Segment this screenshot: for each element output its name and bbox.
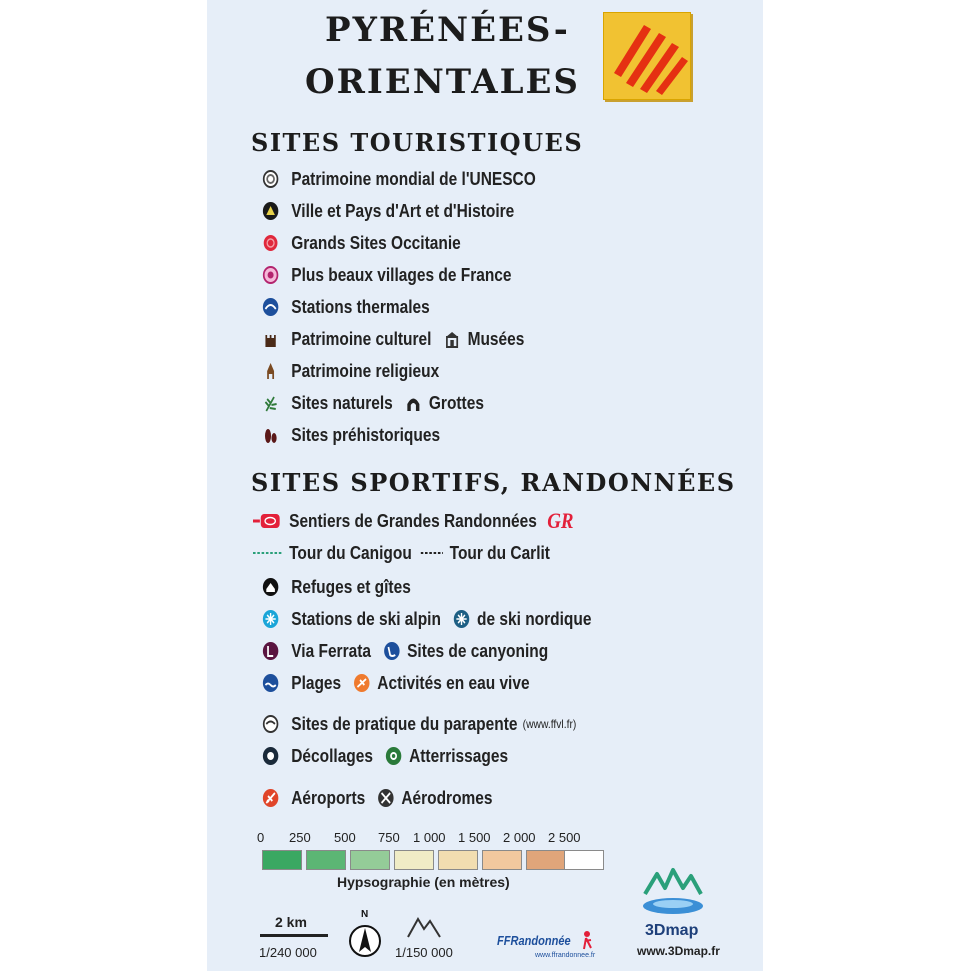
canyoning-icon (383, 641, 400, 661)
legend-row-naturels (262, 390, 484, 416)
vertical-scale-icon (406, 915, 442, 944)
legend-row-grands-sites (262, 230, 461, 256)
museum-icon (444, 329, 461, 349)
airport-icon (262, 788, 279, 808)
legend-label: Sites naturels (291, 392, 393, 413)
legend-row-refuges (262, 574, 411, 600)
catalan-flag-icon (603, 12, 691, 100)
beach-icon (262, 673, 279, 693)
legend-label: Sentiers de Grandes Randonnées (289, 510, 537, 531)
green-dash-line-icon (253, 543, 282, 563)
legend-label: Refuges et gîtes (291, 576, 411, 597)
legend-panel (207, 0, 763, 971)
legend-label: Ville et Pays d'Art et d'Histoire (291, 200, 515, 221)
gr-badge: GR (547, 508, 574, 533)
hyp-color-6 (526, 850, 566, 870)
legend-label: Tour du Canigou (289, 542, 412, 563)
hyp-tick: 1 500 (458, 830, 491, 845)
ffrandonnee-logo (497, 930, 594, 950)
art-histoire-icon (262, 201, 279, 221)
alpine-ski-icon (262, 609, 279, 629)
legend-label: Grands Sites Occitanie (291, 232, 461, 253)
black-dash-line-icon (420, 543, 442, 563)
legend-label-2: Atterrissages (409, 745, 509, 766)
legend-row-beaux-villages (262, 262, 512, 288)
plant-icon (262, 393, 279, 413)
section-heading-sports: SITES SPORTIFS, RANDONNÉES (251, 468, 736, 497)
hyp-color-2 (350, 850, 390, 870)
legend-label: Décollages (291, 745, 373, 766)
legend-label-2: Tour du Carlit (449, 542, 550, 563)
vertical-scale: 1/150 000 (395, 945, 453, 960)
legend-row-parapente (262, 711, 576, 737)
hyp-color-3 (394, 850, 434, 870)
legend-label-2: Sites de canyoning (407, 640, 549, 661)
hyp-label: Hypsographie (en mètres) (337, 874, 510, 890)
gr-trail-icon (253, 511, 281, 531)
scale-distance: 2 km (275, 914, 307, 930)
scale-ratio: 1/240 000 (259, 945, 317, 960)
cave-icon (405, 393, 422, 413)
legend-label: Aéroports (291, 787, 366, 808)
hyp-tick: 750 (378, 830, 400, 845)
hyp-tick: 2 500 (548, 830, 581, 845)
3dmap-url: www.3Dmap.fr (637, 944, 720, 958)
hyp-color-0 (262, 850, 302, 870)
legend-label: Via Ferrata (291, 640, 371, 661)
legend-label-2: Activités en eau vive (377, 672, 530, 693)
3dmap-name: 3Dmap (645, 922, 699, 939)
paragliding-icon (262, 714, 279, 734)
legend-label-2: de ski nordique (477, 608, 592, 629)
legend-row-prehistoriques (262, 422, 440, 448)
legend-row-aeroports (262, 785, 493, 811)
refuge-icon (262, 577, 279, 597)
hyp-color-4 (438, 850, 478, 870)
hiker-icon (578, 930, 594, 950)
legend-row-gr (253, 508, 573, 534)
legend-row-religieux (262, 358, 439, 384)
hyp-tick: 0 (257, 830, 265, 845)
castle-icon (262, 329, 279, 349)
legend-label: Stations thermales (291, 296, 430, 317)
legend-label: Patrimoine mondial de l'UNESCO (291, 168, 536, 189)
legend-row-culturel (262, 326, 524, 352)
legend-row-art-histoire (262, 198, 514, 224)
legend-row-decollages (262, 743, 508, 769)
hyp-tick: 500 (334, 830, 356, 845)
legend-row-via-ferrata (262, 638, 548, 664)
hyp-color-1 (306, 850, 346, 870)
takeoff-icon (262, 746, 279, 766)
thermal-icon (262, 297, 279, 317)
hyp-color-5 (482, 850, 522, 870)
whitewater-icon (353, 673, 370, 693)
legend-row-tours (253, 540, 550, 566)
unesco-icon (262, 169, 279, 189)
legend-label: Plages (291, 672, 342, 693)
legend-label: Sites de pratique du parapente (291, 713, 518, 734)
legend-label-2: Aérodromes (401, 787, 493, 808)
north-label: N (361, 909, 369, 920)
grands-sites-icon (262, 233, 279, 253)
hyp-tick: 1 000 (413, 830, 446, 845)
ffvl-url: (www.ffvl.fr) (522, 717, 577, 731)
legend-label-2: Musées (467, 328, 525, 349)
legend-label: Patrimoine religieux (291, 360, 440, 381)
scale-bar (260, 934, 328, 937)
legend-row-plages (262, 670, 530, 696)
aerodrome-icon (377, 788, 394, 808)
legend-row-ski (262, 606, 591, 632)
legend-label: Sites préhistoriques (291, 424, 441, 445)
ffrandonnee-brand: FFRandonnée (497, 932, 571, 948)
page-title-line1: PYRÉNÉES- (325, 10, 570, 50)
legend-label-2: Grottes (428, 392, 484, 413)
page-title-line2: ORIENTALES (305, 62, 580, 102)
hyp-tick: 2 000 (503, 830, 536, 845)
church-icon (262, 361, 279, 381)
nordic-ski-icon (453, 609, 470, 629)
ffrandonnee-url: www.ffrandonnee.fr (535, 952, 596, 959)
3dmap-logo-icon (635, 866, 711, 925)
menhir-icon (262, 425, 279, 445)
landing-icon (385, 746, 402, 766)
hyp-color-7 (564, 850, 604, 870)
legend-label: Stations de ski alpin (291, 608, 441, 629)
legend-row-unesco (262, 166, 536, 192)
legend-label: Patrimoine culturel (291, 328, 432, 349)
via-ferrata-icon (262, 641, 279, 661)
beaux-villages-icon (262, 265, 279, 285)
legend-row-thermal (262, 294, 430, 320)
section-heading-touristic: SITES TOURISTIQUES (251, 128, 584, 157)
hyp-tick: 250 (289, 830, 311, 845)
legend-label: Plus beaux villages de France (291, 264, 512, 285)
